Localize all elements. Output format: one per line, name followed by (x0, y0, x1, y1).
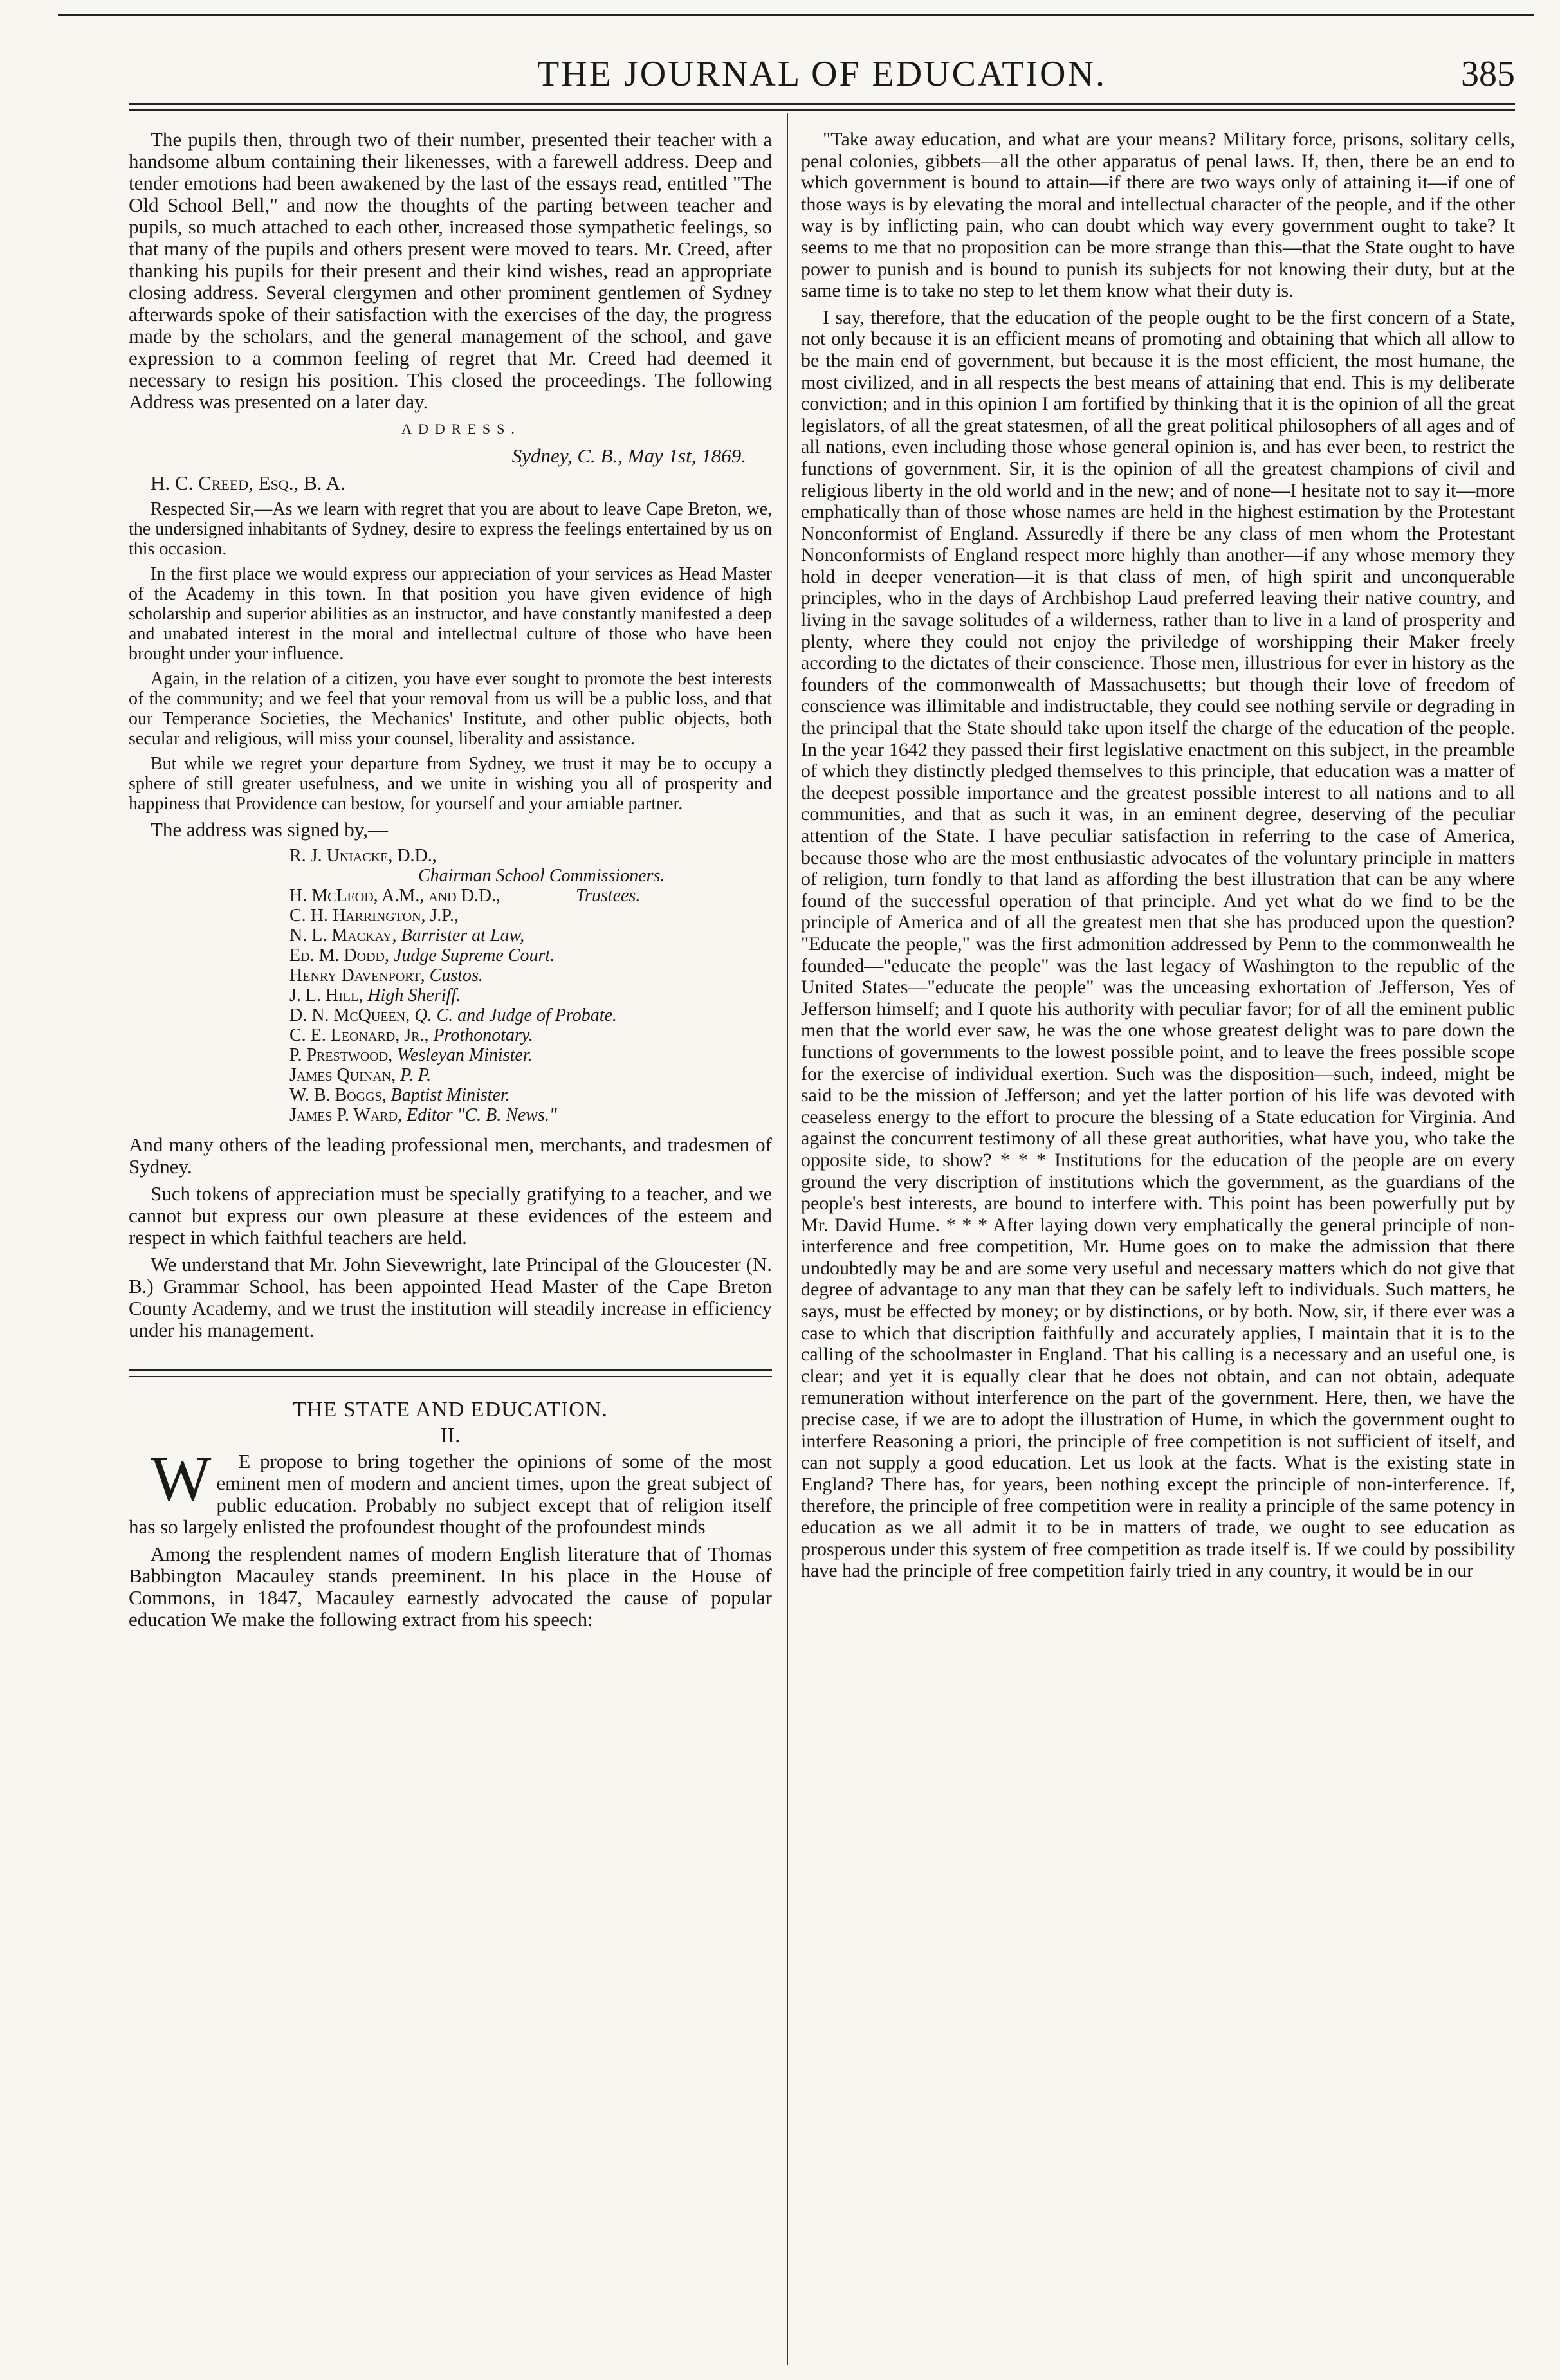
page-header (129, 51, 1515, 96)
section-title: THE STATE AND EDUCATION. (293, 1398, 608, 1422)
signatory: P. Prestwood, Wesleyan Minister. (289, 1045, 533, 1065)
drop-cap: W (151, 1443, 212, 1514)
address-paragraph: Again, in the relation of a citizen, you have ever sought to promote the best interests of the community; and we feel that your removal from us will be a public loss, and that our Temperance Societies, the Mechanics' Institute, and other public objects, both secular and religious, will miss your counsel, liberality and assistance. (129, 669, 772, 749)
page-number: 385 (1461, 54, 1515, 94)
signatory-role: Chairman School Commissioners. (418, 866, 665, 886)
column-divider (787, 113, 788, 2365)
intro-paragraph: The pupils then, through two of their number, presented their teacher with a handsome album containing their likenesses, with a farewell address. Deep and tender emotions had been awakened by the last of the essays read, entitled "The Old School Bell," and now the thoughts of the parting between teacher and pupils, so much attached to each other, increased those sympathetic feelings, so that many of the pupils and others present were moved to tears. Mr. Creed, after thanking his pupils for their present and their kind wishes, read an appropriate closing address. Several clergymen and other prominent gentlemen of Sydney afterwards spoke of their satisfaction with the exercises of the day, the progress made by the scholars, and the general management of the school, and gave expression to a common feeling of regret that Mr. Creed had deemed it necessary to resign his position. This closed the proceedings. The following Address was presented on a later day. (129, 128, 772, 413)
address-dateline: Sydney, C. B., May 1st, 1869. (511, 444, 746, 467)
address-paragraph: Respected Sir,—As we learn with regret that you are about to leave Cape Breton, we, the undersigned inhabitants of Sydney, desire to express the feelings entertained by us on this occasion. (129, 499, 772, 559)
address-recipient: H. C. Creed, Esq., B. A. (151, 471, 345, 494)
section-paragraph-text: E propose to bring together the opinions of some of the most eminent men of modern and ancient times, upon the great subject of public education. Probably no subject except that of religion itself has so largely enlisted the profoundest thought of the profoundest minds (129, 1450, 772, 1538)
right-column (801, 129, 1515, 1587)
signatory-list (289, 846, 772, 1125)
signatory: R. J. Uniacke, D.D., (289, 846, 437, 866)
address-paragraph: In the first place we would express our appreciation of your services as Head Master of the Academy in this town. In that position you have given evidence of high scholarship and superior abilities as an instructor, and have constantly manifested a deep and unabated interest in the moral and intellectual culture of those who have been brought under your influence. (129, 564, 772, 664)
section-paragraph (129, 1443, 772, 1538)
address-paragraph: But while we regret your departure from Sydney, we trust it may be to occupy a sphere of still greater usefulness, and we unite in wishing you all of prosperity and happiness that Providence can bestow, for yourself and your amiable partner. (129, 754, 772, 814)
signatory: Henry Davenport, Custos. (289, 966, 483, 985)
top-border-rule (58, 14, 1534, 16)
signed-intro: The address was signed by,— (151, 818, 389, 841)
closing-paragraph: Such tokens of appreciation must be specially gratifying to a teacher, and we cannot but express our own pleasure at these evidences of the esteem and respect in which faithful teachers are held. (129, 1182, 772, 1249)
closing-paragraph: And many others of the leading professional men, merchants, and tradesmen of Sydney. (129, 1133, 772, 1178)
running-title: THE JOURNAL OF EDUCATION. (537, 54, 1106, 94)
signatory: D. N. McQueen, Q. C. and Judge of Probate. (289, 1005, 617, 1025)
address-body (129, 499, 772, 814)
signatory: N. L. Mackay, Barrister at Law, (289, 926, 525, 946)
signatory: H. McLeod, A.M., and D.D., Trustees. (289, 886, 641, 906)
signatory: W. B. Boggs, Baptist Minister. (289, 1085, 510, 1105)
header-rule (129, 103, 1515, 105)
section-number: II. (440, 1423, 461, 1447)
closing-paragraph: We understand that Mr. John Sievewright, late Principal of the Gloucester (N. B.) Grammar School, has been appointed Head Master of the Cape Breton County Academy, and we trust the institution will steadily increase in efficiency under his management. (129, 1253, 772, 1341)
signatory: James Quinan, P. P. (289, 1065, 432, 1085)
signatory: Ed. M. Dodd, Judge Supreme Court. (289, 946, 555, 966)
signatory: C. H. Harrington, J.P., (289, 906, 459, 926)
signatory: James P. Ward, Editor "C. B. News." (289, 1105, 557, 1125)
section-paragraph: Among the resplendent names of modern English literature that of Thomas Babbington Macauley stands preeminent. In his place in the House of Commons, in 1847, Macauley earnestly advocated the cause of popular education We make the following extract from his speech: (129, 1542, 772, 1631)
signatory: C. E. Leonard, Jr., Prothonotary. (289, 1025, 533, 1045)
speech-paragraph: I say, therefore, that the education of the people ought to be the first concern of a State, not only because it is an efficient means of promoting and obtaining that which all allow to be the main end of government, but because it is the most efficient, the most humane, the most civilized, and in all respects the best means of attaining that end. This is my deliberate conviction; and in this opinion I am fortified by thinking that it is the opinion of all the great legislators, of all the great statesmen, of all the great political philosophers of all ages and of all nations, even including those whose general opinion is, and has ever been, to restrict the functions of government. Sir, it is the opinion of all the greatest champions of civil and religious liberty in the old world and in the new; and of none—I hesitate not to say it—more emphatically than of those whose names are held in the highest estimation by the Protestant Nonconformist of England. Assuredly if there be any class of men whom the Protestant Nonconformists of England respect more highly than another—if any whose memory they hold in deeper veneration—it is that class of men, of high spirit and unconquerable principles, who in the days of Archbishop Laud preferred leaving their native country, and living in the savage solitudes of a wilderness, rather than to live in a land of prosperity and plenty, where they could not enjoy the priviledge of worshipping their Maker freely according to the dictates of their conscience. Those men, illustrious for ever in history as the founders of the commonwealth of Massachusetts; but though their love of freedom of conscience was illimitable and indistructable, they could see nothing servile or degrading in the principal that the State should take upon itself the charge of the education of the people. In the year 1642 they passed their first legislative enactment on this subject, in the preamble of which they distinctly pledged themselves to this principle, that education was a matter of the deepest possible importance and the greatest possible interest to all nations and to all communities, and that as such it was, in an eminent degree, deserving of the peculiar attention of the State. I have peculiar satisfaction in referring to the case of America, because those who are the most enthusiastic advocates of the voluntary principle in matters of religion, turn fondly to that land as affording the best illustration that can be any where found of the successful operation of that principle. And yet what do we find to be the principle of America and of all the greatest men that she has produced upon the question? "Educate the people," was the first admonition addressed by Penn to the commonwealth he founded—"educate the people" was the last legacy of Washington to the republic of the United States—"educate the people" was the unceasing exhortation of Jefferson, Yes of Jefferson himself; and I quote his authority with peculiar favor; for of all the eminent public men that the world ever saw, he was the one whose greatest delight was to pare down the functions of governments to the lowest possible point, and to leave the frees possible scope for the exercise of individual exertion. Such was the disposition—such, indeed, might be said to be the mission of Jefferson; and yet the latter portion of his life was devoted with ceaseless energy to the effort to procure the blessing of a State education for Virginia. And against the concurrent testimony of all these great authorities, what have you, who take the opposite side, to show? * * * Institutions for the education of the people are on every ground the very discription of institutions which the government, as the guardians of the people's best interests, are bound to interfere with. This point has been powerfully put by Mr. David Hume. * * * After laying down very emphatically the general principle of non-interference and free competition, Mr. Hume goes on to make the admission that there undoubtedly may be and are some very useful and necessary matters which do not give that degree of advantage to any man that they can be safely left to individuals. Such matters, he says, must be effected by money; or by distinctions, or by both. Now, sir, if there ever was a case to which that discription faithfully and accurately applies, I maintain that it is to the calling of the schoolmaster in England. That his calling is a necessary and an useful one, is clear; and yet it is equally clear that he does not obtain, and can not obtain, adequate remuneration without interference on the part of the government. Here, then, we have the precise case, if we are to adopt the illustration of Hume, in which the government ought to interfere Reasoning a priori, the principle of free competition is not sufficient of itself, and can not supply a good education. Let us look at the facts. What is the existing state in England? There has, for years, been nothing except the principle of non-interference. If, therefore, the principle of free competition were in reality a principle of the same potency in education as we all admit it to be in matters of trade, we ought to see education as prosperous under this system of free competition as trade itself is. If we could by possibility have had the principle of free competition fairly tried in any country, it would be in our (801, 306, 1515, 1582)
address-heading: ADDRESS. (401, 421, 521, 437)
header-rule-thin (129, 109, 1515, 111)
signatory: J. L. Hill, High Sheriff. (289, 985, 461, 1005)
section-separator (129, 1369, 772, 1377)
left-column (129, 129, 772, 1636)
speech-paragraph: "Take away education, and what are your means? Military force, prisons, solitary cells, penal colonies, gibbets—all the other apparatus of penal laws. If, then, there be an end to which government is bound to attain—if there are two ways only of attaining it—if one of those ways is by elevating the moral and intellectual character of the people, and if the other way is by inflicting pain, who can doubt which way every government ought to take? It seems to me that no proposition can be more strange than this—that the State ought to have power to punish and is bound to punish its subjects for not knowing their duty, but at the same time is to take no step to let them know what their duty is. (801, 129, 1515, 302)
